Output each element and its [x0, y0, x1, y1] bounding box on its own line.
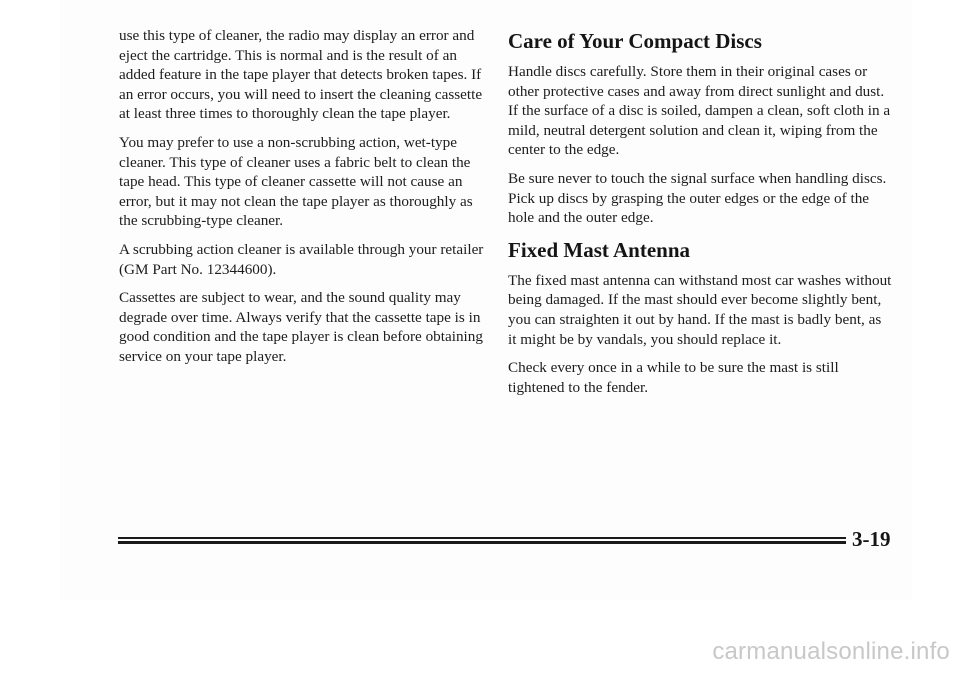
- paragraph: Be sure never to touch the signal surface when handling discs. Pick up discs by grasping the outer edges or the edge of the hole and the outer edge.: [508, 169, 887, 227]
- page-number: 3-19: [852, 527, 891, 551]
- watermark: carmanualsonline.info: [712, 638, 950, 665]
- paragraph: Cassettes are subject to wear, and the sound quality may degrade over time. Always verify that the cassette tape is in good condition and the tape player is clean before obtaining service on your tape player.: [119, 289, 483, 365]
- footer-rule-thin: [118, 537, 846, 539]
- paragraph: Check every once in a while to be sure the mast is still tightened to the fender.: [508, 359, 839, 396]
- paragraph: use this type of cleaner, the radio may display an error and eject the cartridge. This is normal and is the result of an added feature in the tape player that detects broken tapes. If an error occurs, you will need to insert the cleaning cassette at least three times to thoroughly clean the tape player.: [119, 27, 483, 123]
- left-column: [119, 26, 494, 376]
- paragraph: Handle discs carefully. Store them in their original cases or other protective cases and away from direct sunlight and dust. If the surface of a disc is soiled, dampen a clean, soft cloth in a mild, neutral detergent solution and clean it, wiping from the center to the edge.: [508, 63, 891, 159]
- paragraph: The fixed mast antenna can withstand most car washes without being damaged. If the mast should ever become slightly bent, you can straighten it out by hand. If the mast is badly bent, as it might be by vandals, you should replace it.: [508, 271, 892, 348]
- section-heading-compact-discs: Care of Your Compact Discs: [508, 29, 762, 53]
- right-column: [508, 26, 893, 406]
- paragraph: You may prefer to use a non-scrubbing action, wet-type cleaner. This type of cleaner uses a fabric belt to clean the tape head. This type of cleaner cassette will not cause an error, but it may not clean the tape player as thoroughly as the scrubbing-type cleaner.: [119, 133, 473, 230]
- paragraph: A scrubbing action cleaner is available through your retailer (GM Part No. 12344600).: [119, 240, 484, 278]
- footer-rule-thick: [118, 541, 846, 544]
- section-heading-fixed-mast-antenna: Fixed Mast Antenna: [508, 237, 691, 262]
